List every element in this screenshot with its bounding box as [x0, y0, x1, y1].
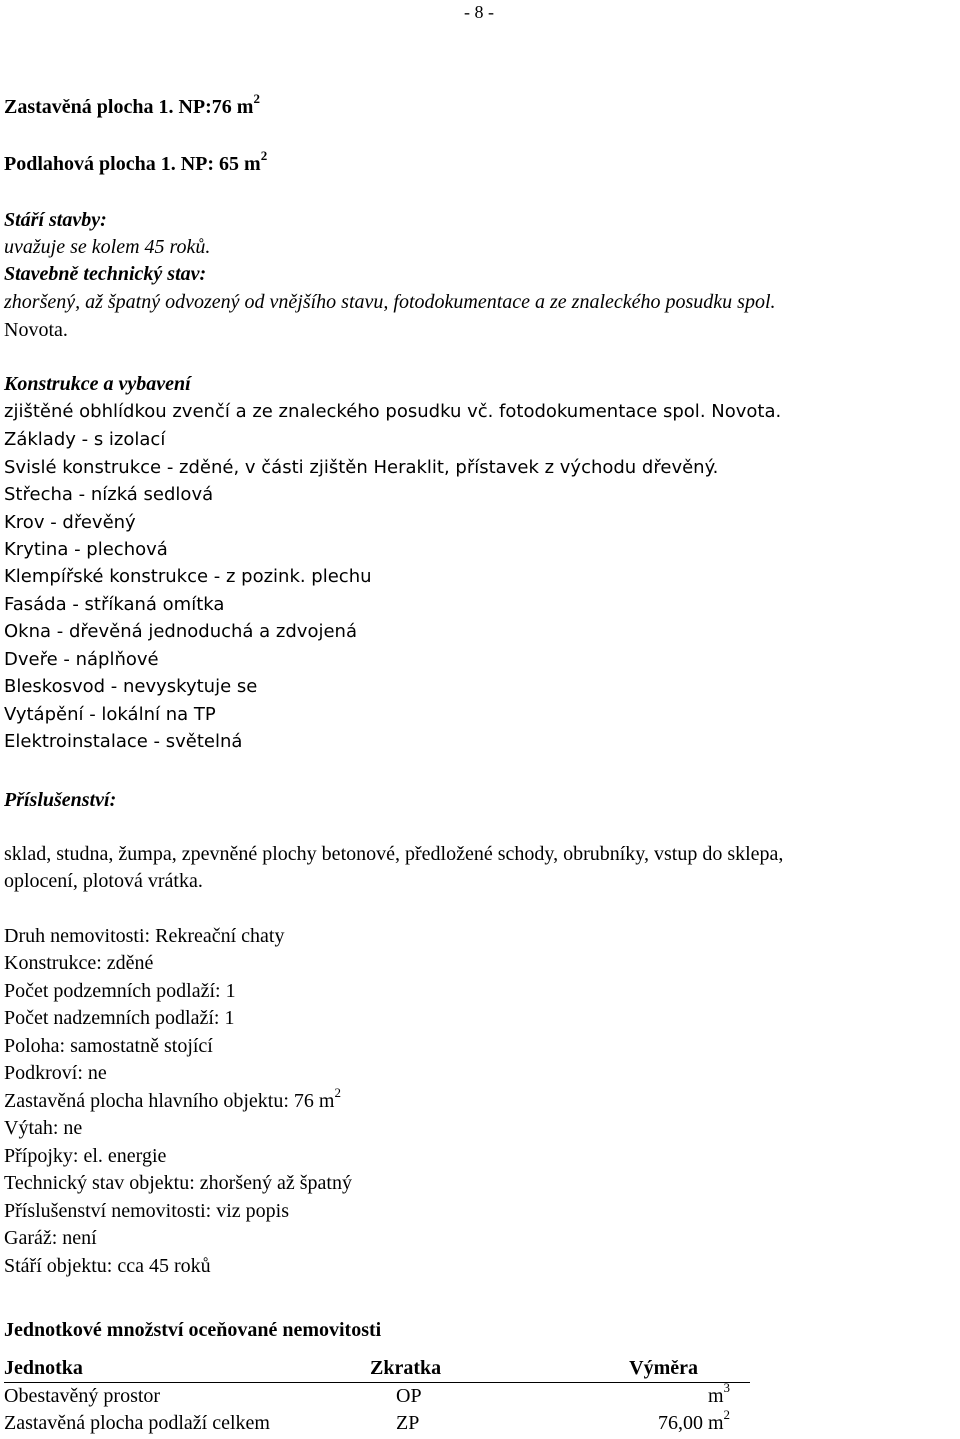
- construction-line: Krov - dřevěný: [4, 512, 136, 533]
- accessories-text-2: oplocení, plotová vrátka.: [4, 870, 203, 892]
- age-heading: Stáří stavby:: [4, 209, 107, 231]
- row-abbr: OP: [396, 1385, 422, 1407]
- construction-line: Bleskosvod - nevyskytuje se: [4, 676, 258, 697]
- accessories-text-1: sklad, studna, žumpa, zpevněné plochy betonové, předložené schody, obrubníky, vstup do sklepa,: [4, 843, 784, 865]
- floor-area-1np: Podlahová plocha 1. NP: 65 $m^2$: [4, 148, 268, 175]
- construction-line: Střecha - nízká sedlová: [4, 484, 214, 505]
- page-number: - 8 -: [464, 2, 494, 22]
- construction-line: Vytápění - lokální na TP: [4, 704, 216, 725]
- construction-line: Svislé konstrukce - zděné, v části zjištěn Heraklit, přístavek z východu dřevěný.: [4, 457, 719, 478]
- construction-line: zjištěné obhlídkou zvenčí a ze znaleckého posudku vč. fotodokumentace spol. Novota.: [4, 401, 782, 422]
- row-unit: Zastavěná plocha podlaží celkem: [4, 1412, 270, 1434]
- property-line: Garáž: není: [4, 1227, 97, 1249]
- table-header-row: [4, 1356, 750, 1384]
- property-line: Technický stav objektu: zhoršený až špatný: [4, 1172, 352, 1194]
- row-value: 76,00 $m^2$: [657, 1407, 730, 1434]
- property-line: Počet podzemních podlaží: 1: [4, 980, 236, 1002]
- row-unit: Obestavěný prostor: [4, 1385, 161, 1407]
- construction-line: Elektroinstalace - světelná: [4, 731, 243, 752]
- units-heading: Jednotkové množství oceňované nemovitosti: [4, 1319, 382, 1341]
- property-line: Přípojky: el. energie: [4, 1145, 167, 1167]
- condition-text-1: zhoršený, až špatný odvozený od vnějšího stavu, fotodokumentace a ze znaleckého posudku spol.: [4, 291, 776, 313]
- construction-line: Fasáda - stříkaná omítka: [4, 594, 225, 615]
- property-line: Podkroví: ne: [4, 1062, 107, 1084]
- table-row: [4, 1407, 750, 1439]
- property-line: Poloha: samostatně stojící: [4, 1035, 213, 1057]
- construction-line: Dveře - náplňové: [4, 649, 159, 670]
- construction-heading: Konstrukce a vybavení: [4, 373, 191, 395]
- header-value: Výměra: [629, 1357, 698, 1379]
- property-built-area: Zastavěná plocha hlavního objektu: 76 $m^2$: [4, 1085, 341, 1112]
- header-abbr: Zkratka: [370, 1357, 442, 1379]
- property-line: Stáří objektu: cca 45 roků: [4, 1255, 211, 1277]
- header-unit: Jednotka: [4, 1357, 83, 1379]
- row-value: $m^3$: [707, 1380, 730, 1407]
- property-line: Konstrukce: zděné: [4, 952, 154, 974]
- row-abbr: ZP: [396, 1412, 420, 1434]
- accessories-heading: Příslušenství:: [4, 789, 117, 811]
- property-line: Příslušenství nemovitosti: viz popis: [4, 1200, 290, 1222]
- table-row: [4, 1380, 750, 1412]
- construction-line: Krytina - plechová: [4, 539, 168, 560]
- property-line: Výtah: ne: [4, 1117, 83, 1139]
- age-text: uvažuje se kolem 45 roků.: [4, 236, 211, 258]
- property-line: Druh nemovitosti: Rekreační chaty: [4, 925, 285, 947]
- built-area-1np: Zastavěná plocha 1. NP:76 $m^2$: [4, 91, 260, 118]
- condition-text-2: Novota.: [4, 319, 68, 341]
- property-line: Počet nadzemních podlaží: 1: [4, 1007, 235, 1029]
- construction-line: Klempířské konstrukce - z pozink. plechu: [4, 566, 372, 587]
- construction-line: Základy - s izolací: [4, 429, 166, 450]
- condition-heading: Stavebně technický stav:: [4, 263, 207, 285]
- construction-line: Okna - dřevěná jednoduchá a zdvojená: [4, 621, 357, 642]
- table-divider: [4, 1382, 750, 1383]
